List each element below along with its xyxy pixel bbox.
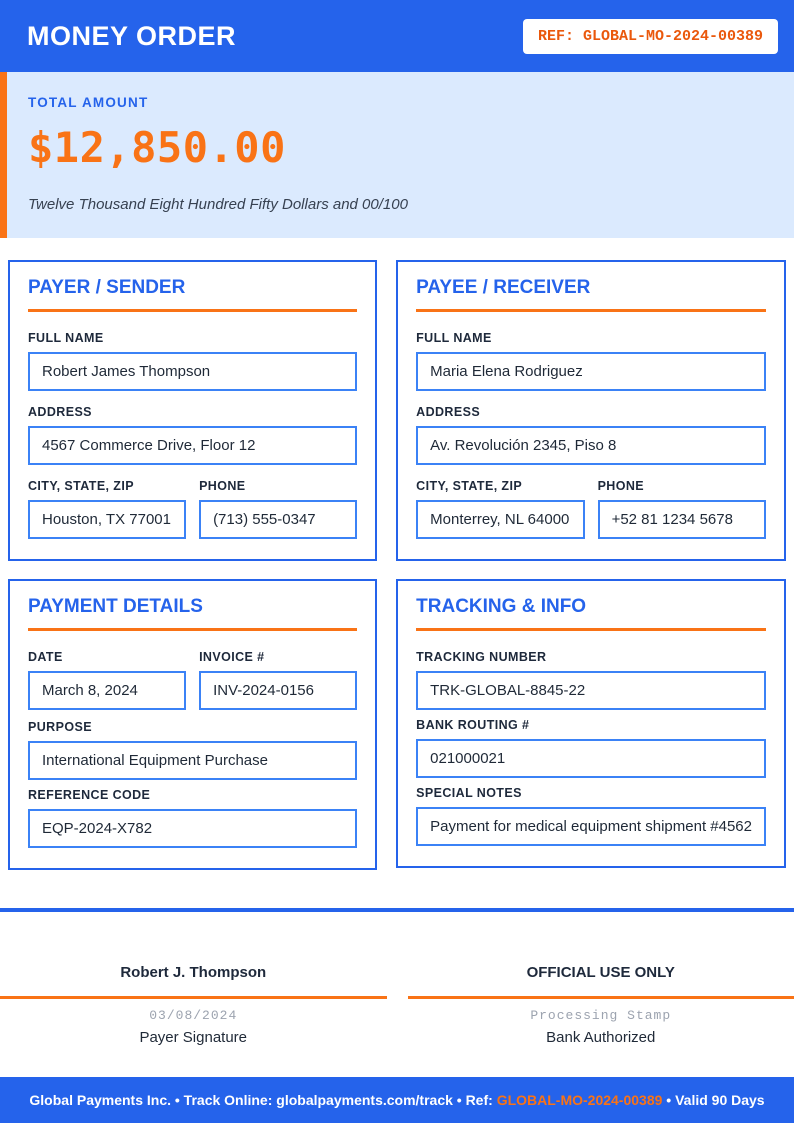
payer-address-label: ADDRESS [28,405,92,419]
payer-city-phone-row [28,479,357,539]
payee-phone-value: +52 81 1234 5678 [598,500,766,539]
header-bar [0,0,794,72]
signature-line [0,996,387,999]
date-label: DATE [28,650,63,664]
payment-details-title: PAYMENT DETAILS [28,596,203,617]
payer-phone-group [199,479,357,539]
payee-phone-label: PHONE [597,479,645,493]
invoice-value: INV-2024-0156 [199,671,357,710]
tracking-info-title: TRACKING & INFO [416,596,587,617]
payment-details-card [8,579,377,870]
orange-rule [416,628,766,631]
payer-card [8,260,377,561]
payer-phone-label: PHONE [199,479,246,493]
date-group [28,650,186,710]
payer-signature-name: Robert J. Thompson [120,964,267,981]
document-title: MONEY ORDER [27,20,237,51]
payer-city-label: CITY, STATE, ZIP [28,479,134,493]
total-amount-label: TOTAL AMOUNT [28,95,149,110]
footer-text-post: • Valid 90 Days [662,1092,765,1108]
payer-city-group [28,479,186,539]
footer-reference-number: GLOBAL-MO-2024-00389 [496,1092,663,1108]
invoice-label: INVOICE # [199,650,265,664]
purpose-label: PURPOSE [28,720,92,734]
bank-authorized-caption: Bank Authorized [546,1029,656,1046]
orange-rule [28,309,357,312]
signature-section [0,964,794,1046]
invoice-group [199,650,357,710]
tracking-number-value: TRK-GLOBAL-8845-22 [416,671,766,710]
tracking-info-card [396,579,786,868]
payer-full-name-value: Robert James Thompson [28,352,357,391]
payee-card [396,260,786,561]
payer-full-name-label: FULL NAME [28,331,104,345]
total-amount-section [0,72,794,238]
bank-routing-value: 021000021 [416,739,766,778]
payer-address-value: 4567 Commerce Drive, Floor 12 [28,426,357,465]
payee-card-title: PAYEE / RECEIVER [416,277,591,298]
official-use-block [408,964,794,1046]
payer-signature-date: 03/08/2024 [149,1008,238,1023]
payee-address-value: Av. Revolución 2345, Piso 8 [416,426,766,465]
reference-badge: REF: GLOBAL-MO-2024-00389 [523,19,778,54]
reference-code-value: EQP-2024-X782 [28,809,357,848]
amount-in-words: Twelve Thousand Eight Hundred Fifty Dollars and 00/100 [28,196,408,213]
payee-city-value: Monterrey, NL 64000 [416,500,584,539]
orange-rule [416,309,766,312]
footer-bar [0,1077,794,1123]
payee-address-label: ADDRESS [416,405,481,419]
payee-full-name-label: FULL NAME [416,331,492,345]
processing-stamp-text: Processing Stamp [530,1008,672,1023]
payer-phone-value: (713) 555-0347 [199,500,357,539]
payee-city-phone-row [416,479,766,539]
payer-card-title: PAYER / SENDER [28,277,186,298]
payer-signature-block [0,964,387,1046]
orange-rule [28,628,357,631]
payer-city-value: Houston, TX 77001 [28,500,186,539]
special-notes-value: Payment for medical equipment shipment #4562 [416,807,766,846]
payer-signature-caption: Payer Signature [139,1029,248,1046]
reference-code-label: REFERENCE CODE [28,788,151,802]
payee-phone-group [598,479,766,539]
purpose-value: International Equipment Purchase [28,741,357,780]
date-invoice-row [28,650,357,710]
payee-city-label: CITY, STATE, ZIP [416,479,523,493]
date-value: March 8, 2024 [28,671,186,710]
signature-line [408,996,794,999]
info-cards-grid [8,260,786,870]
bank-routing-label: BANK ROUTING # [416,718,530,732]
special-notes-label: SPECIAL NOTES [416,786,522,800]
footer-text-pre: Global Payments Inc. • Track Online: globalpayments.com/track • Ref: [29,1092,497,1108]
payee-city-group [416,479,584,539]
total-amount-value: $12,850.00 [28,123,286,172]
tracking-number-label: TRACKING NUMBER [416,650,547,664]
payee-full-name-value: Maria Elena Rodriguez [416,352,766,391]
official-use-title: OFFICIAL USE ONLY [526,964,675,981]
section-divider [0,908,794,912]
